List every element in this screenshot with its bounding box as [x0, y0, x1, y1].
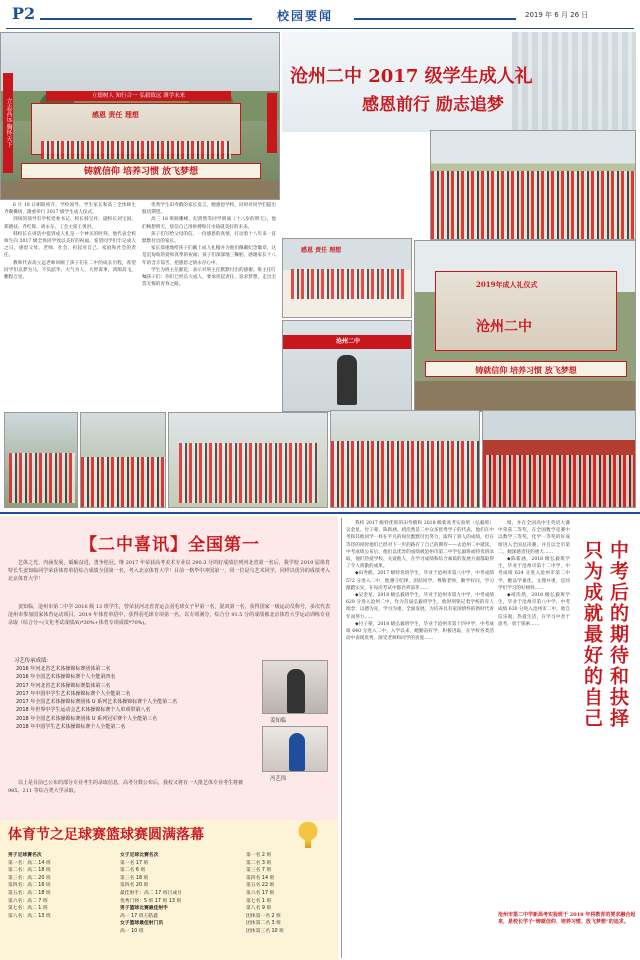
list-item: 第六名：高二 7 班 — [8, 898, 48, 904]
sports-section — [0, 820, 338, 960]
vertical-side-banner: 立志高远 胸怀天下 — [3, 73, 13, 173]
list-item: 第三名 18 班 — [120, 875, 149, 881]
ceremony-stage-photo — [282, 238, 412, 318]
red-header-banner: 立德树人 知行合一 弘毅致远 薄学未来 — [46, 91, 231, 101]
list-item: 第七名 1 班 — [246, 898, 272, 904]
honor-item: 2018 年中国学生艺术体操锦标赛个人全能第二名 — [16, 724, 126, 731]
story-paragraph: 到场的领导有学校党委书记、校长韩宝祥，副校长刘宝国、郑德扶、乔红辉、胡永东，工会主席王勇洪。 — [4, 217, 136, 230]
stage-people — [291, 269, 405, 299]
people-on-stage — [41, 141, 231, 159]
first-prize-title: 【二中喜讯】全国第一 — [80, 535, 260, 555]
crowd-people — [431, 171, 636, 240]
list-item: 第二名 6 班 — [120, 868, 146, 874]
story-paragraph: ◆靖浩然，2018 级弘毅班学生，毕业于沧州市第八中学，中考成绩 630 分进入沧州市二中。他自信乐观，热爱生活，在学习中善于思考，勇于探索…… — [498, 593, 570, 627]
story-paragraph: 优秀学生田寿鹤的家长发言，她感恩学校，同时对同学们提出殷切期望。 — [142, 203, 276, 216]
list-item: 第二名 3 班 — [246, 860, 272, 866]
list-heading: 男子篮球比赛最佳射手 — [120, 906, 168, 912]
right-column-text — [498, 520, 570, 910]
backdrop-year: 2019年成人礼仪式 — [476, 280, 538, 289]
list-item: 团体第一名 2 班 — [246, 913, 281, 919]
list-item: 第四名 14 班 — [246, 875, 275, 881]
list-item: 高一 17 班王皓鑫 — [120, 913, 158, 919]
vertical-title-1: 中考后的期待和抉择 — [607, 540, 629, 729]
list-item: 第一名 2 班 — [246, 853, 272, 858]
list-item: 第五名 22 班 — [246, 883, 275, 889]
list-item: 第二名：高二 18 班 — [8, 868, 51, 874]
stage-2 — [435, 271, 617, 351]
honors-title: 习艺传承成绩： — [14, 658, 52, 664]
list-item: 团体第二名 3 班 — [246, 921, 281, 927]
stage-front-banner-2: 铸就信仰 培养习惯 放飞梦想 — [425, 361, 627, 377]
drummers-photo — [482, 410, 636, 508]
top-story-col-1 — [4, 202, 136, 382]
class-rank-list — [246, 852, 334, 936]
vertical-title-2: 只为成就最好的自己 — [581, 540, 603, 729]
story-paragraph: 家长郑重地给孩子们戴上成人礼帽并为他们佩戴纪念徽章，这是沉甸甸的爱和真挚的祝福；孩子们深深地三鞠躬，感谢家长十八年的含辛茹苦，把感恩之情永存心中。 — [142, 246, 276, 266]
list-item: 第四名：高二 16 班 — [8, 883, 51, 889]
headline-block — [282, 32, 636, 132]
list-item: 优秀门将：5 班 17 班 13 班 — [120, 898, 182, 904]
sports-title: 体育节之足球赛篮球赛圆满落幕 — [8, 827, 204, 843]
list-heading: 女子足球比赛名次 — [120, 853, 159, 858]
stage-slogan: 感恩 责任 理想 — [92, 110, 139, 119]
list-item: 第一名 17 班 — [120, 860, 149, 866]
story-paragraph: ◆付子蒙，2018 级弘毅班学生，毕业于沧州市第十四中学，中考成绩 640 分进入二中。入学以来，她勤奋好学，积极进取，在学校各类活动中表现优秀，深受老师和同学的喜爱…… — [346, 621, 494, 642]
trophy-icon — [288, 822, 328, 848]
top-story-col-2 — [142, 202, 276, 382]
stage-front-banner: 铸就信仰 培养习惯 放飞梦想 — [21, 163, 261, 179]
people — [81, 457, 166, 507]
page-header — [0, 0, 640, 30]
story-paragraph: 孩子们写给父母的信、一份感恩的真情，打动着十八年来一直默默付出的家长。 — [142, 231, 276, 245]
people — [331, 441, 480, 508]
ceremony-main-photo — [0, 32, 280, 200]
column-divider — [341, 518, 342, 958]
boys-football-list — [8, 852, 118, 920]
section-title: 校园要闻 — [276, 9, 333, 23]
girls-football-list — [120, 852, 240, 936]
list-item: 第六名 17 班 — [246, 890, 275, 896]
ground-2 — [415, 381, 636, 412]
list-item: 第五名：高二 18 班 — [8, 890, 51, 896]
list-item: 第八名 9 班 — [246, 906, 272, 912]
honor-item: 2018 年世界中学生运动会艺术体操锦标赛个人单项带第八名 — [16, 707, 151, 714]
story-paragraph: 教师代表高立远老师回顾了孩子们在二中的成长历程，希望同学们以梦为马，不负韶华，大气为人，大智谋事，鸿鹄高飞，鹏程万里。 — [4, 260, 136, 281]
story-paragraph: 高三 18 班路雕峰、纪鸿然等同学朗诵《十八岁的明天》，他们畅想明天，惩信自己用拼搏和汗水铸就美好的未来。 — [142, 217, 276, 230]
story-paragraph: 我校 2017 级特优班的田寿鹤和 2018 级新高考实验班（弘毅班）吴金星、付子蒙、陈新涵、靖浩然是二中众多优秀学子的代表，他们在中考和其他同学一样在平凡的岗位默默付出努力，取得了骄人的成绩，但在等待的同时他们已经对下一步的路有了自己的期待——去沧州二中就读。中考成绩公布后，他们以优异的成绩被沧州市第二中学弘毅班或特优班录取，他们热爱学校、关爱他人，在学习成绩和综合素质的发展方面都取得了令人骄傲的成果。 — [346, 521, 494, 570]
right-column-closing: 沧州市第二中学新高考实验班于 2018 年将教育的要求融合起来，是校长学子“铸就信仰、培养习惯、放飞梦想”的追求。 — [498, 912, 636, 926]
ground — [1, 181, 280, 200]
page-label: P2 — [12, 4, 36, 23]
honors-list — [16, 665, 256, 731]
people — [9, 453, 75, 503]
header-rule — [6, 28, 634, 29]
middle-column — [346, 520, 494, 956]
bowing-photo — [80, 412, 166, 508]
stage-wide-photo — [414, 240, 636, 412]
issue-date: 2019 年 6 月 26 日 — [525, 11, 589, 19]
honor-item: 2017 年中国中学生艺术体操锦标赛个人全能第二名 — [16, 690, 131, 697]
honor-item: 2016 年河北省艺术体操锦标赛团体第二名 — [16, 666, 111, 672]
speaker-photo — [282, 320, 412, 412]
parents-hat-photo — [4, 412, 78, 508]
athlete-photo-2 — [262, 726, 328, 772]
story-paragraph: ◆陈新涵，2018 级弘毅班学生，毕业于沧州市第十二中学，中考成绩 624 分进入沧州市第二中学，她品学兼优，文理并重，是同学们学习的好榜样…… — [498, 557, 570, 591]
list-item: 高一 10 班 — [120, 928, 144, 934]
header-bar-right — [354, 18, 516, 20]
backdrop-school: 沧州二中 — [476, 319, 532, 335]
honor-item: 2016 年全国艺术体操锦标赛个人全能第四名 — [16, 674, 116, 681]
first-prize-box — [0, 516, 338, 820]
athlete-name-1: 姜知临 — [270, 718, 287, 724]
list-item: 第三名：高二 20 班 — [8, 875, 51, 881]
list-item: 第一名：高二 14 班 — [8, 860, 51, 866]
list-item: 第七名：高二 1 班 — [8, 906, 48, 912]
honor-item: 2017 年全国艺术体操锦标赛团体 U 系列艺术体操锦标赛个人全能第二名 — [16, 699, 178, 706]
backdrop-text: 沧州二中 — [283, 335, 412, 349]
speaker-figure — [337, 355, 357, 405]
list-item: 第八名：高二 13 班 — [8, 913, 51, 919]
first-prize-closing: 以上是目前已公布的部分专业考生的录取信息，高考分数公布后，我校又将有一大批艺体专业考生将被 985、211 等综合类大学录取。 — [8, 780, 244, 794]
list-item: 最佳射手：高二 17 班吕成月 — [120, 890, 182, 896]
story-paragraph: 绩，并在全国高中生英语大赛中荣获二等奖，在全国数学竞赛中以数学三等奖，化学一等奖的好成绩进入全国总决赛，并且以全市第二，她深感责任的重大…… — [498, 521, 570, 555]
list-heading: 男子足球赛名次 — [8, 853, 42, 858]
list-item: 团体第三名 10 班 — [246, 928, 284, 934]
list-item: 第三名 7 班 — [246, 868, 272, 874]
athlete-photo-1 — [262, 660, 328, 714]
honor-item: 2017 年河北省艺术体操锦标赛集体第三名 — [16, 682, 111, 689]
story-paragraph: ◆吴金星，2018 级弘毅班学生，毕业于沧州市第九中学，中考成绩 629 分进入沧州二中，作为首届弘毅班学生，他时刻铭记着学校的育人理念：以德为先，学习为重，全面发展，为培养具有家国情怀的新时代青年而努力…… — [346, 593, 494, 620]
honor-item: 2018 年全国艺术体操锦标赛团体 U 系列冠军赛个人全能第三名 — [16, 715, 158, 722]
subheadline: 感恩前行 励志追梦 — [362, 95, 504, 115]
first-prize-intro: 艺体之光，内涵发展，砥砺奋进，勇争桂冠。继 2017 年荣获高考美术专业以 290.3 分的好成绩位列河北省第一名后，我学校 2019 届体育特长生姜知临同学荣获体育单招综合成绩全国第一名，考入北京体育大学！目前一格毕中冲国第一，同一位是乌艺术同学，同样以优异的成绩考入北京体育大学！ — [8, 560, 330, 582]
flowers-photo — [168, 412, 328, 508]
athlete-name-2: 冯艺伟 — [270, 776, 287, 782]
people — [483, 455, 636, 508]
story-paragraph: ◆田寿鹤，2017 级特优班学生，毕业于沧州市第八中学，中考成绩 572 分进入二中，他遵守纪律，团结同学，尊敬老师，勤学好问，学习踏踏实实，在每次考试中都名列前茅…… — [346, 571, 494, 591]
list-item: 第四名 20 班 — [120, 883, 149, 889]
crowd-photo-right — [430, 130, 636, 240]
section-divider — [0, 512, 640, 514]
stage-slogan-small: 感恩 责任 理想 — [301, 247, 342, 254]
first-prize-detail: 姜知临，沧州市第二中学 2016 级 13 班学生，曾荣获河北省青运会羽毛球女子甲第一名，混双第一名，获得国家一级运动员称号，多次代表沧州市参加国家体育运动项目，2019 年体育单招中，获得羽毛球专项第一名，以专项满分，综合分 91.5 分的成绩被北京体育大学运动训练专业录取（综合分=(文化考试成绩/6)*30%+体育专项成绩*70%)。 — [8, 604, 330, 626]
story-paragraph: 韩校长在讲话中提到成人礼是一个神圣的时刻，他代表全校师生向 2017 级全体同学致以美好的祝福。希望同学们牢记成人之日，感恩父母、老师、社会，担起对自己、家庭和社会的责任。 — [4, 231, 136, 259]
vertical-side-banner-right — [267, 93, 277, 153]
story-paragraph: 学生为班主任献花，表示对班主任默默付出的感谢。班主任叮嘱孩子们：你们已经长大成人，要承担起责任，追求梦想，走出无怨无悔的青春之路。 — [142, 267, 276, 288]
list-heading: 女子篮球最佳射门员 — [120, 921, 164, 927]
figure — [287, 669, 305, 713]
story-paragraph: 6 月 18 日朝阳初升，学校领导、学生家长和高三全体师生齐聚操场，隆重举行 2017 级学生成人仪式。 — [4, 203, 136, 216]
headline: 沧州二中 2017 级学生成人礼 — [290, 66, 533, 87]
header-bar-left — [40, 18, 252, 20]
crowd-drums-photo — [330, 410, 480, 508]
figure — [289, 733, 305, 771]
people — [179, 443, 319, 503]
